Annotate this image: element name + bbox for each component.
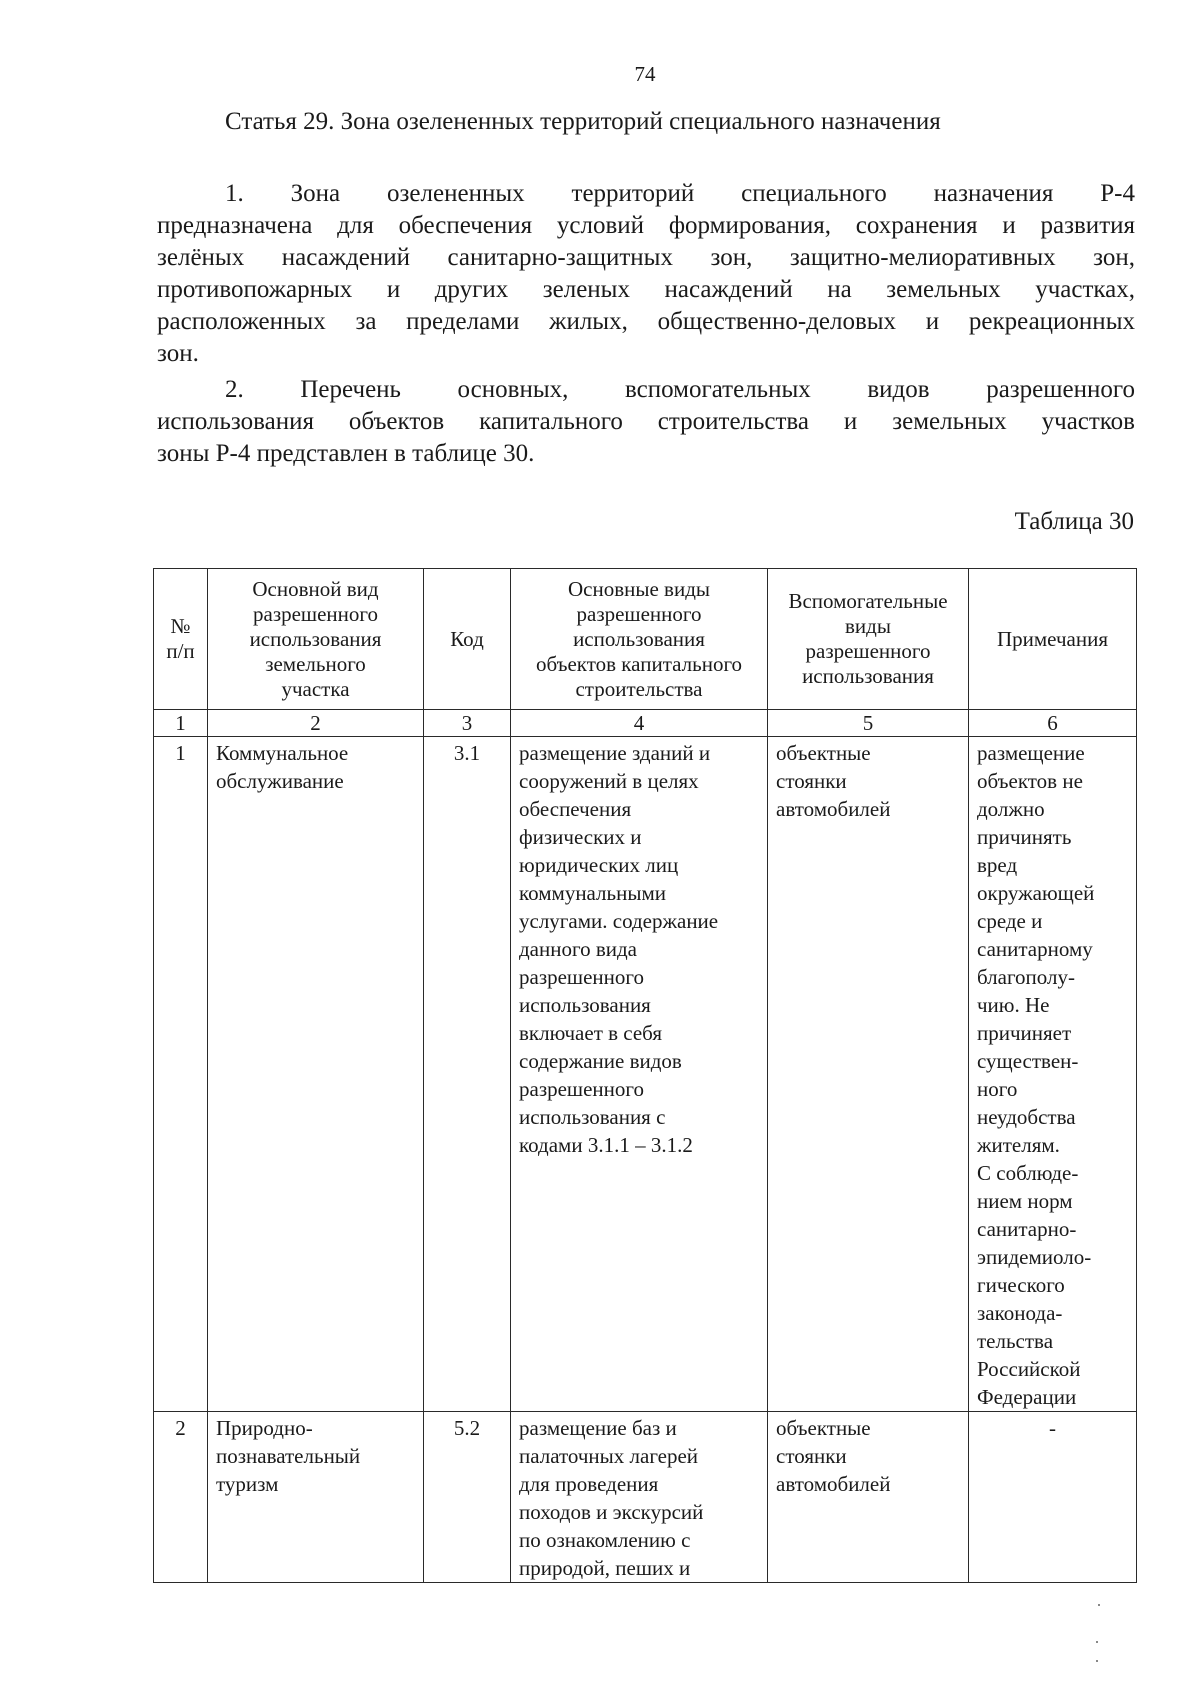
column-number: 1 (154, 710, 208, 737)
main-uses-cell: размещение зданий и сооружений в целях обеспечения физических и юридических лиц коммунальными услугами. содержание данного вида разрешенного использования включает в себя содержание видов разрешенного использования с кодами 3.1.1 – 3.1.2 (511, 737, 768, 1412)
header-cell-number: № п/п (154, 569, 208, 710)
notes-cell: размещение объектов не должно причинять вред окружающей среде и санитарному благополу- чию. Не причиняет существен- ного неудобства жителям. С соблюде- нием норм санитарно- эпидемиоло- гического законода- тельства Российской Федерации (969, 737, 1137, 1412)
header-cell-main-uses: Основные виды разрешенного использования объектов капитального строительства (511, 569, 768, 710)
header-cell-auxiliary: Вспомогательные виды разрешенного использования (768, 569, 969, 710)
main-type-cell: Коммунальное обслуживание (208, 737, 424, 1412)
column-number-row (154, 710, 1137, 737)
zoning-table (153, 568, 1137, 1583)
code-cell: 3.1 (424, 737, 511, 1412)
scan-speck (1096, 1660, 1098, 1662)
notes-cell: - (969, 1412, 1137, 1583)
header-cell-main-type: Основной вид разрешенного использования земельного участка (208, 569, 424, 710)
auxiliary-cell: объектные стоянки автомобилей (768, 737, 969, 1412)
column-number: 2 (208, 710, 424, 737)
table-row (154, 737, 1137, 1412)
table-header-row (154, 569, 1137, 710)
main-type-cell: Природно- познавательный туризм (208, 1412, 424, 1583)
article-title: Статья 29. Зона озелененных территорий специального назначения (225, 108, 941, 135)
paragraph-2-line: зоны Р-4 представлен в таблице 30. (157, 440, 535, 467)
column-number: 4 (511, 710, 768, 737)
header-cell-code: Код (424, 569, 511, 710)
paragraph-1 (157, 178, 1135, 370)
column-number: 6 (969, 710, 1137, 737)
paragraph-1-line: расположенных за пределами жилых, общественно-деловых и рекреационных (157, 308, 1135, 335)
scan-speck (1098, 1604, 1100, 1606)
main-uses-cell: размещение баз и палаточных лагерей для проведения походов и экскурсий по ознакомлению с природой, пеших и (511, 1412, 768, 1583)
paragraph-1-line: зелёных насаждений санитарно-защитных зон, защитно-мелиоративных зон, (157, 244, 1135, 271)
code-cell: 5.2 (424, 1412, 511, 1583)
row-number: 2 (154, 1412, 208, 1583)
paragraph-2-line: 2. Перечень основных, вспомогательных видов разрешенного (225, 376, 1135, 403)
paragraph-1-line: зон. (157, 340, 199, 367)
paragraph-2 (157, 374, 1135, 470)
paragraph-2-line: использования объектов капитального строительства и земельных участков (157, 408, 1135, 435)
paragraph-1-line: противопожарных и других зеленых насаждений на земельных участках, (157, 276, 1135, 303)
paragraph-1-line: предназначена для обеспечения условий формирования, сохранения и развития (157, 212, 1135, 239)
scan-speck (1096, 1641, 1098, 1643)
column-number: 3 (424, 710, 511, 737)
table-row (154, 1412, 1137, 1583)
row-number: 1 (154, 737, 208, 1412)
column-number: 5 (768, 710, 969, 737)
page-number: 74 (634, 62, 656, 86)
paragraph-1-line: 1. Зона озелененных территорий специального назначения Р-4 (225, 180, 1135, 207)
table-caption: Таблица 30 (1014, 508, 1134, 535)
auxiliary-cell: объектные стоянки автомобилей (768, 1412, 969, 1583)
header-cell-notes: Примечания (969, 569, 1137, 710)
